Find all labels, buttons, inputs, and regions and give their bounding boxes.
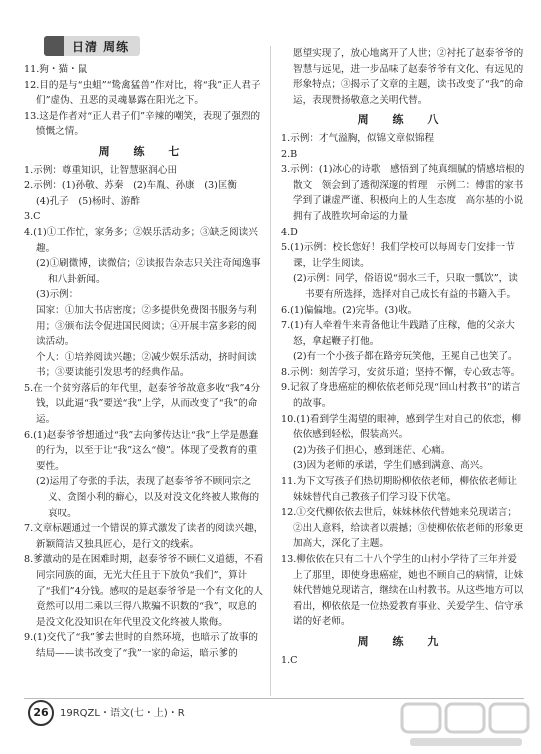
answer-line: 12.①交代柳依依去世后，妹妹林依代替她来兑现诺言；②出人意料，给读者以震撼；③使柳依依老师的形象更加高大，深化了主题。 xyxy=(281,507,524,550)
answer-line: 国家：①加大书店密度；②多提供免费图书服务与利用；③颁布法令促进国民阅读；④开展丰富多彩的阅读活动。 xyxy=(36,304,257,348)
answer-line: 10.(1)看到学生渴望的眼神，感到学生对自己的依恋，柳依依感到轻松，假装高兴。 xyxy=(281,413,521,441)
answer-line: 11.为下文写孩子们热切期盼柳依依老师，柳依依老师让妹妹替代自己教孩子们学习设下伏笔。 xyxy=(281,476,517,503)
section-heading: 周 练 八 xyxy=(357,113,449,127)
header-title: 日清 周练 xyxy=(72,40,130,54)
left-column xyxy=(24,62,264,662)
answer-line: 2.B xyxy=(281,148,298,160)
right-column xyxy=(281,46,533,668)
answer-line: 4.(1)①工作忙，家务多；②娱乐活动多；③缺乏阅读兴趣。 xyxy=(24,226,258,254)
answer-line: 1.示例：尊重知识，让智慧驱润心田 xyxy=(24,164,178,176)
answer-line: 8.爹激动的是在困难时期，赵泰爷爷不顾仁义道德，不看同宗同族的面，无光大任且于下放负“我们”，算计了“我们”4分钱。感叹的是赵泰爷爷是一个有文化的人竟然可以用二乘以三得八欺骗不识数的“我”，叹息的是没文化没知识在年代里没文化终被人欺侮。 xyxy=(24,554,264,628)
answer-line: 7.文章标题通过一个错误的算式激发了读者的阅读兴趣，新颖简洁又独具匠心，是行文的线索。 xyxy=(24,523,264,550)
answer-line: (2)为孩子们担心，感到迷茫、心痛。 xyxy=(293,444,451,456)
answer-line: 2.示例：(1)孙敬、苏秦 (2)车胤、孙康 (3)匡衡 xyxy=(24,180,238,192)
answer-line: 6.(1)偏偏地。(2)完毕。(3)收。 xyxy=(281,304,418,316)
answer-line: 4.D xyxy=(281,226,298,238)
answer-line: 13.这是作者对“正人君子们”辛辣的嘲笑，表现了强烈的愤慨之情。 xyxy=(24,110,261,138)
section-heading: 周 练 七 xyxy=(98,144,190,158)
answer-line: 愿望实现了，放心地离开了人世；②衬托了赵泰爷爷的智慧与远见，进一步品味了赵泰爷爷有文化、有远见的形象特点；③揭示了文章的主题，读书改变了“我”的命运，表现赞扬敬意之关明代替。 xyxy=(293,48,524,106)
header-tab xyxy=(44,36,140,56)
answer-line: (4)孔子 (5)杨时、游酢 xyxy=(36,195,140,207)
answer-line: 8.示例：刻苦学习，安贫乐道；坚持不懈，专心致志等。 xyxy=(281,366,521,378)
answer-line: (2)有一个小孩子都在路旁玩笑他，王冕自己也笑了。 xyxy=(293,351,518,363)
answer-line: 3.C xyxy=(24,211,41,223)
answer-line: (2)运用了夸张的手法，表现了赵泰爷爷不顾同宗之义、贪图小利的癖心，以及对没文化终被人欺侮的哀叹。 xyxy=(36,476,260,519)
section-heading: 周 练 九 xyxy=(357,634,449,648)
answer-line: (3)因为老师的承诺，学生们感到满意、高兴。 xyxy=(293,460,489,472)
answer-line: 6.(1)赵泰爷爷想通过“我”去向爹传达让“我”上学是愚蠢的行为，以至于让“我”这么“傻”。体现了受教育的重要性。 xyxy=(24,429,259,472)
book-code: 19RQZL・语文(七・上)・R xyxy=(60,708,185,719)
footer-rule xyxy=(24,698,524,699)
site-logo-icon xyxy=(400,700,532,750)
answer-line: 个人：①培养阅读兴趣；②减少娱乐活动，挤时间读书；③要读能引发思考的经典作品。 xyxy=(36,351,257,379)
answer-line: 1.示例：才气溢胸，似锦文章似锦程 xyxy=(281,132,435,144)
answer-line: 5.在一个贫穷落后的年代里，赵泰爷爷故意多收“我”4分钱，以此逼“我”要送“我”上学，从而改变了“我”的命运。 xyxy=(24,382,261,426)
answer-line: 11.狗・猫・鼠 xyxy=(24,64,88,75)
answer-line: 9.(1)交代了“我”爹去世时的自然环境，也暗示了故事的结局——读书改变了“我”一家的命运，暗示爹的 xyxy=(24,632,259,659)
page-number: 26 xyxy=(28,700,54,726)
answer-line: 7.(1)有人牵着牛来青备他让牛践踏了庄稼，他的父亲大怒，拿起鞭子打他。 xyxy=(281,320,515,347)
answer-line: (2)示例：同学，俗语说“弱水三千，只取一瓢饮”，读书要有所选择，选择对自己成长有益的书籍入手。 xyxy=(293,273,518,300)
answer-line: 1.C xyxy=(281,654,298,666)
header-tab-marker xyxy=(44,36,64,56)
answer-line: 12.目的是与“虫蛆”“鸷禽猛兽”作对比，将“我”正人君子们”虚伪、丑恶的灵魂暴露在阳光之下。 xyxy=(24,79,261,107)
answer-line: 3.示例：(1)冰心的诗歌 感悟到了纯真细腻的情感培根的散文 领会到了透彻深邃的哲理 示例二：傅雷的家书 学到了谦虚严谨、积极向上的人生态度 高尔基的小说 拥有了战胜坎坷命运的力量 xyxy=(281,164,533,222)
answer-line: 5.(1)示例：校长您好！我们学校可以每周专门安排一节课，让学生阅读。 xyxy=(281,242,515,269)
answer-line: 13.柳依依在只有二十八个学生的山村小学待了三年并爱上了那里，即使身患癌症，她也不顾自己的病情，让妹妹代替她兑现诺言，继续在山村教书。从这些地方可以看出，柳依依是一位热爱教育事业、关爱学生、信守承诺的好老师。 xyxy=(281,554,524,628)
answer-line: (3)示例： xyxy=(36,289,79,301)
column-divider xyxy=(270,46,271,696)
answer-line: (2)①刷微博，读微信；②读报告杂志只关注奇闻逸事和八卦新闻。 xyxy=(36,258,261,285)
answer-line: 9.记叙了身患癌症的柳依依老师兑现“回山村教书”的诺言的故事。 xyxy=(281,382,521,410)
